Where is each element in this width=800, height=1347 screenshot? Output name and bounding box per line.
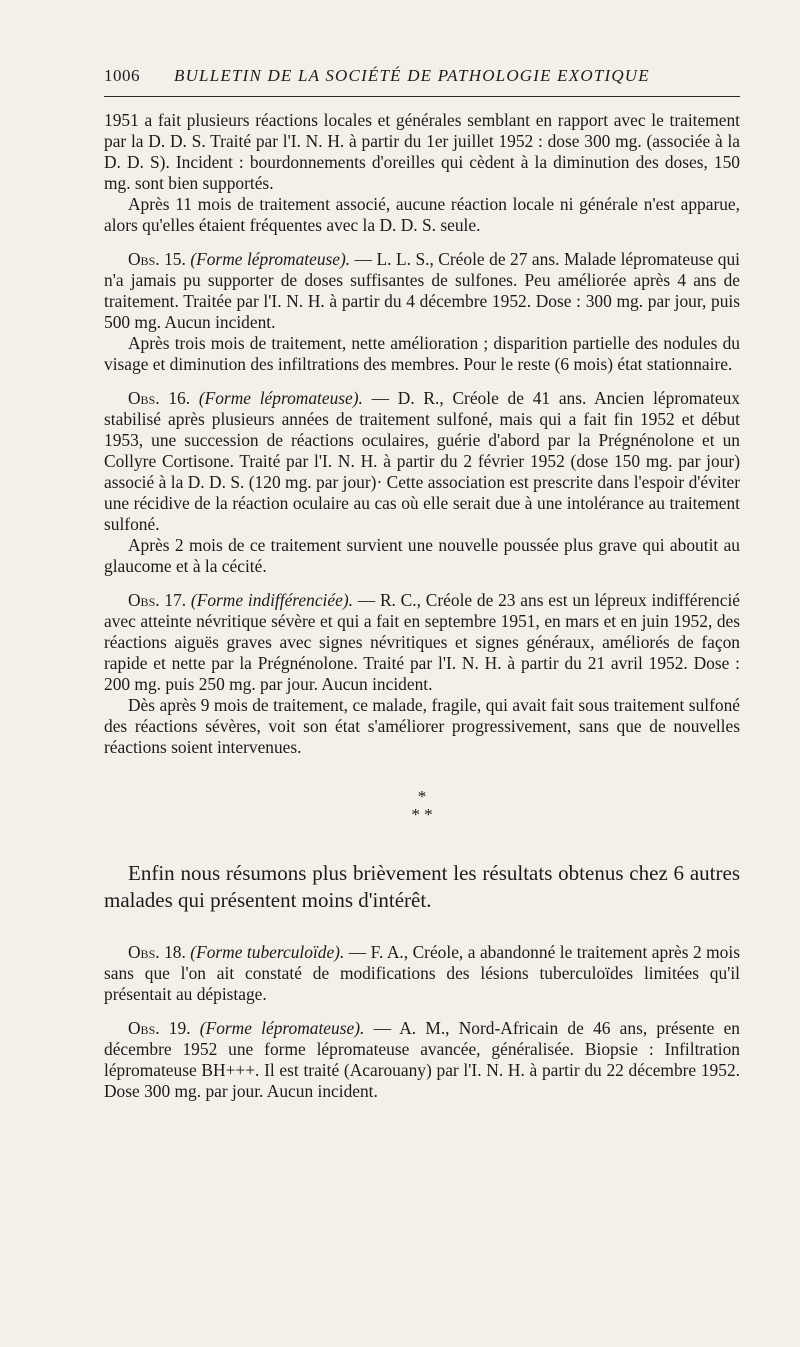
- running-header: [104, 66, 740, 86]
- paragraph: Dès après 9 mois de traitement, ce malade, fragile, qui avait fait sous traitement sulfoné des réactions sévères, voit son état s'améliorer progressivement, sans que de nouvelles réactions soient intervenues.: [104, 695, 740, 757]
- observation-text: — D. R., Créole de 41 ans. Ancien lépromateux stabilisé après plusieurs années de traitement sulfoné, mais qui a fait fin 1952 et début 1953, une succession de réactions oculaires, guérie d'abord par la Prégnénolone et un Collyre Cortisone. Traité par l'I. N. H. à partir du 2 février 1952 (dose 150 mg. par jour) associé à la D. D. S. (120 mg. par jour)· Cette association est prescrite dans l'espoir d'éviter une récidive de la réaction oculaire au cas où elle serait due à une intolérance au traitement sulfoné.: [104, 388, 740, 534]
- observation-16: [104, 388, 740, 535]
- observation-text: — R. C., Créole de 23 ans est un lépreux indifférencié avec atteinte névritique sévère et qui a fait en septembre 1951, en mars et en juin 1952, des réactions aiguës graves avec signes névritiques et signes généraux, améliorés de façon rapide et nette par la Prégnénolone. Traité par l'I. N. H. à partir du 21 avril 1952. Dose : 200 mg. puis 250 mg. par jour. Aucun incident.: [104, 590, 740, 694]
- header-rule: [104, 96, 740, 97]
- observation-text: — A. M., Nord-Africain de 46 ans, présente en décembre 1952 une forme lépromateuse avancée, généralisée. Biopsie : Infiltration lépromateuse BH+++. Il est traité (Acarouany) par l'I. N. H. à partir du 22 décembre 1952. Dose 300 mg. par jour. Aucun incident.: [104, 1018, 741, 1101]
- observation-label: Obs. 18.: [128, 942, 186, 962]
- paragraph: Après trois mois de traitement, nette amélioration ; disparition partielle des nodules du visage et diminution des infiltrations des membres. Pour le reste (6 mois) état stationnaire.: [104, 333, 740, 374]
- observation-label: Obs. 19.: [128, 1018, 191, 1038]
- observation-form: (Forme lépromateuse).: [199, 1018, 365, 1038]
- asterism-top: *: [417, 787, 427, 806]
- observation-label: Obs. 15.: [128, 249, 186, 269]
- observation-text: — L. L. S., Créole de 27 ans. Malade lépromateuse qui n'a jamais pu supporter de doses suffisantes de sulfones. Peu améliorée après 4 ans de traitement. Traitée par l'I. N. H. à partir du 4 décembre 1952. Dose : 300 mg. par jour, puis 500 mg. Aucun incident.: [104, 249, 740, 332]
- observation-form: (Forme lépromateuse).: [198, 388, 363, 408]
- running-title: BULLETIN DE LA SOCIÉTÉ DE PATHOLOGIE EXOTIQUE: [174, 66, 650, 85]
- article-body: [104, 110, 740, 1102]
- observation-text: — F. A., Créole, a abandonné le traitement après 2 mois sans que l'on ait constaté de modifications des lésions tuberculoïdes limitées qu'il présentait au dépistage.: [104, 942, 740, 1004]
- observation-label: Obs. 16.: [128, 388, 191, 408]
- observation-label: Obs. 17.: [128, 590, 187, 610]
- page-number: 1006: [104, 66, 140, 85]
- paragraph: Après 11 mois de traitement associé, aucune réaction locale ni générale n'est apparue, alors qu'elles étaient fréquentes avec la D. D. S. seule.: [104, 194, 740, 235]
- asterism-bottom: * *: [411, 805, 433, 824]
- summary-paragraph: Enfin nous résumons plus brièvement les résultats obtenus chez 6 autres malades qui présentent moins d'intérêt.: [104, 861, 740, 912]
- section-asterism: [104, 788, 740, 824]
- observation-19: [104, 1018, 740, 1102]
- paragraph: Après 2 mois de ce traitement survient une nouvelle poussée plus grave qui aboutit au glaucome et à la cécité.: [104, 535, 740, 576]
- observation-15: [104, 249, 740, 333]
- paragraph-continued: 1951 a fait plusieurs réactions locales et générales semblant en rapport avec le traitement par la D. D. S. Traité par l'I. N. H. à partir du 1er juillet 1952 : dose 300 mg. (associée à la D. D. S). Incident : bourdonnements d'oreilles qui cèdent à la diminution des doses, 150 mg. sont bien supportés.: [104, 110, 740, 193]
- observation-form: (Forme tuberculoïde).: [190, 942, 345, 962]
- observation-18: [104, 942, 740, 1005]
- observation-17: [104, 590, 740, 695]
- observation-form: (Forme indifférenciée).: [190, 590, 353, 610]
- observation-form: (Forme lépromateuse).: [190, 249, 351, 269]
